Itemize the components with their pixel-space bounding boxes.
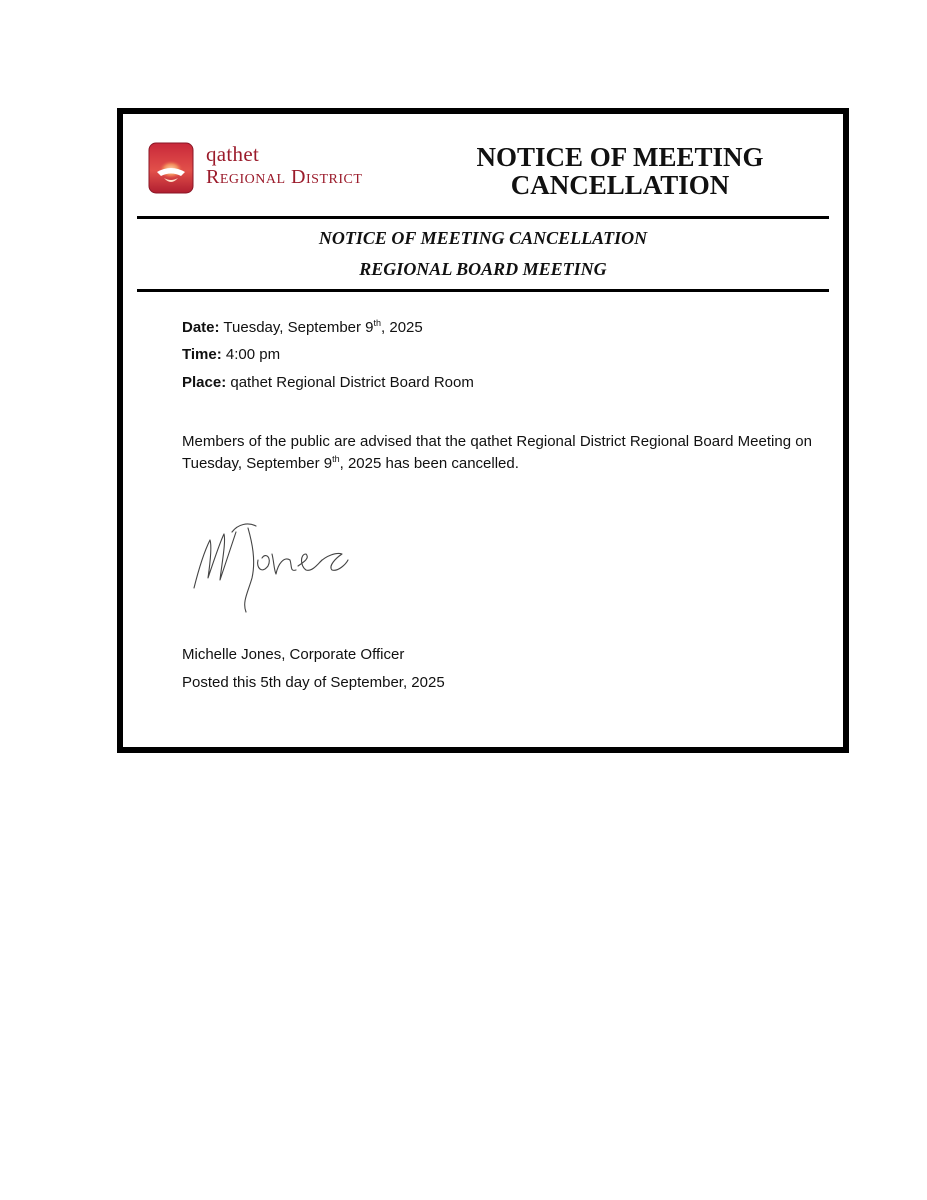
time-value: 4:00 pm [225,346,281,363]
posted-date: Posted this 5th day of September, 2025 [182,674,445,691]
date-value: Tuesday, September 9th, 2025 [223,318,423,336]
place-value: qathet Regional District Board Room [230,374,474,391]
handwritten-signature [186,512,356,617]
page-title [440,143,800,199]
time-label: Time: [182,346,222,363]
date-label: Date: [182,319,220,336]
logo-text-qathet: qathet [206,142,260,166]
organization-logo [148,142,398,196]
notice-heading: NOTICE OF MEETING CANCELLATION [318,228,648,248]
divider-top [137,216,829,219]
signatory-name: Michelle Jones, Corporate Officer [182,646,405,663]
meeting-place [182,374,474,391]
page-title-line-1: NOTICE OF MEETING [476,142,764,172]
page-title-line-2: CANCELLATION [510,170,730,200]
divider-bottom [137,289,829,292]
divider-edge [843,216,849,292]
meeting-date [182,319,423,336]
logo-text-regional-district: Regional District [206,166,363,188]
cancellation-message: Members of the public are advised that the qathet Regional District Regional Board Meeting on Tuesday, September 9th, 2025 has been cancelled. [182,433,812,472]
qathet-logo-icon [148,142,194,194]
meeting-time [182,346,280,363]
place-label: Place: [182,374,227,391]
meeting-name-heading: REGIONAL BOARD MEETING [359,259,607,279]
